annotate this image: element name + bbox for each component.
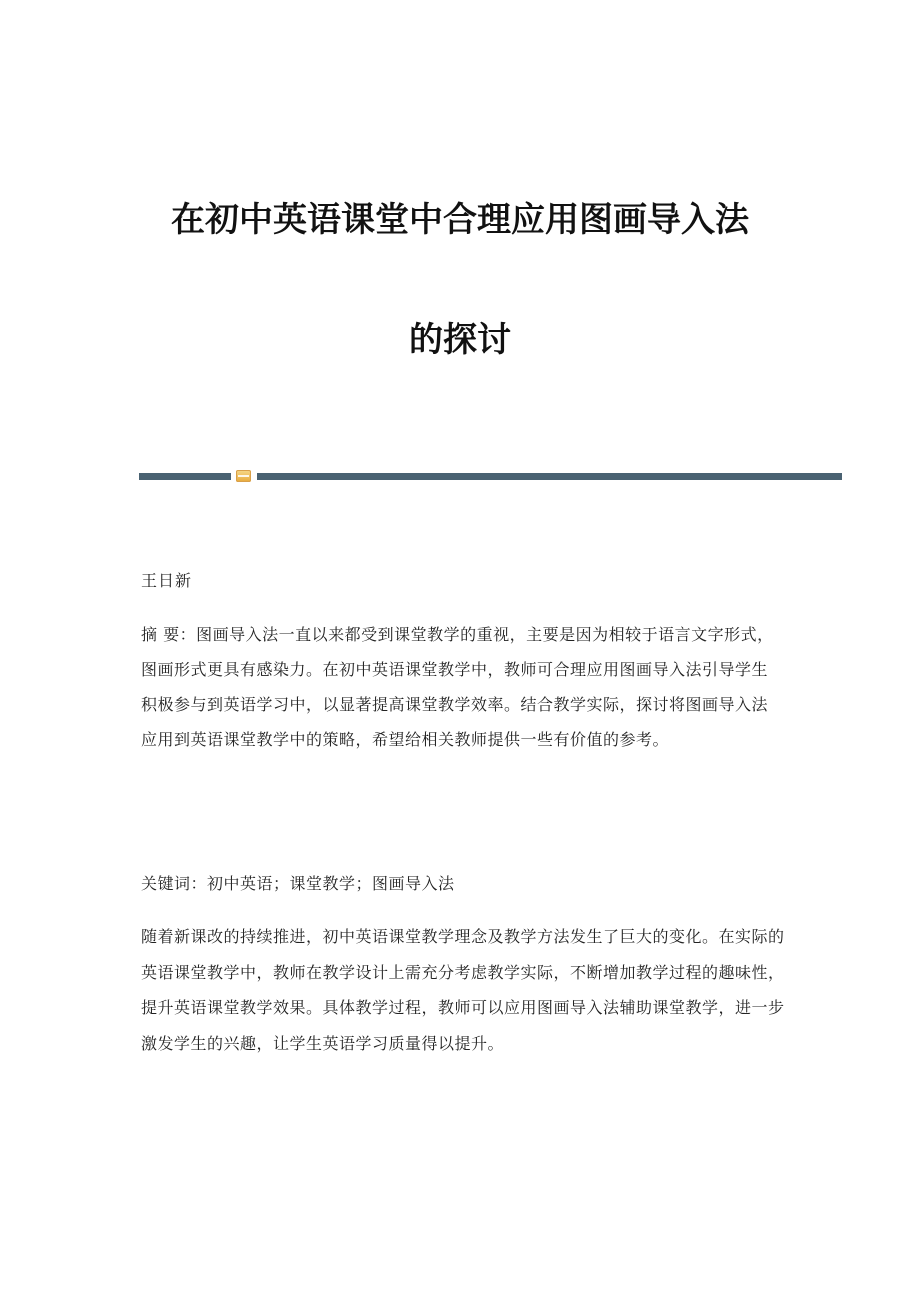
divider-bar-left: [139, 473, 231, 480]
document-title-line-1: 在初中英语课堂中合理应用图画导入法: [171, 200, 749, 240]
divider-bar-right: [257, 473, 842, 480]
author-name: 王日新: [141, 571, 193, 590]
abstract-paragraph: 摘 要：图画导入法一直以来都受到课堂教学的重视，主要是因为相较于语言文字形式，图画形式更具有感染力。在初中英语课堂教学中，教师可合理应用图画导入法引导学生积极参与到英语学习中，以显著提高课堂教学效率。结合教学实际，探讨将图画导入法应用到英语课堂教学中的策略，希望给相关教师提供一些有价值的参考。: [141, 625, 774, 749]
body-paragraph: 随着新课改的持续推进，初中英语课堂教学理念及教学方法发生了巨大的变化。在实际的英语课堂教学中，教师在教学设计上需充分考虑教学实际，不断增加教学过程的趣味性，提升英语课堂教学效果。具体教学过程，教师可以应用图画导入法辅助课堂教学，进一步激发学生的兴趣，让学生英语学习质量得以提升。: [141, 927, 785, 1053]
keywords-line: 关键词：初中英语；课堂教学；图画导入法: [141, 874, 455, 893]
title-divider: [139, 470, 842, 482]
document-title-line-2: 的探讨: [409, 320, 511, 360]
divider-ornament-icon: [236, 470, 251, 482]
